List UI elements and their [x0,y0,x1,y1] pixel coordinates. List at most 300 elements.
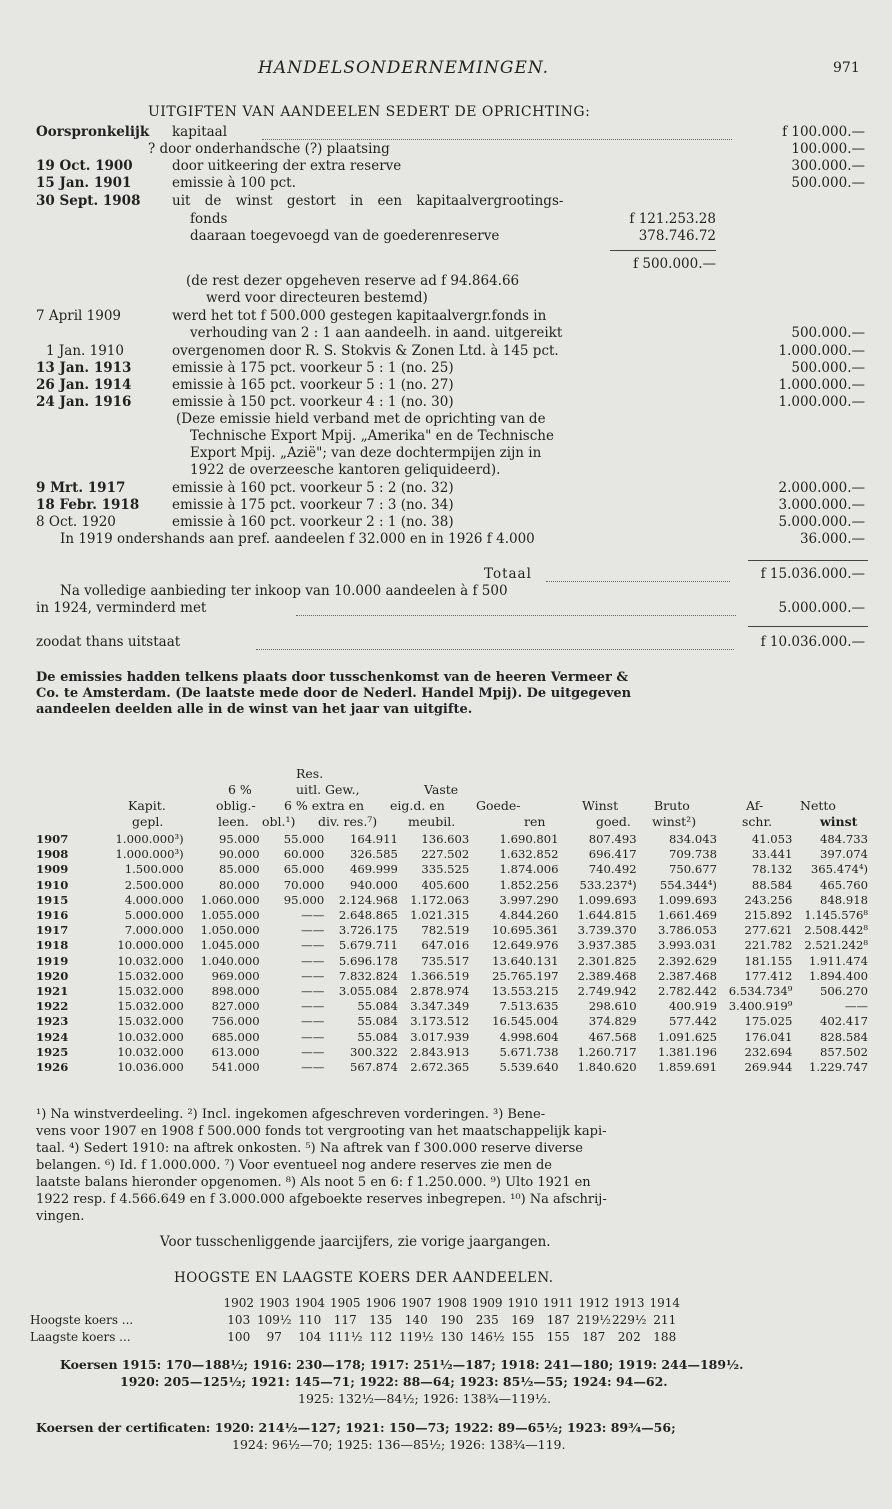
total-rule [748,626,868,627]
table-cell: 647.016 [421,938,470,953]
issue-text: emissie à 160 pct. voorkeur 2 : 1 (no. 38) [172,514,454,530]
table-cell: 88.584 [751,877,793,892]
table-cell: 269.944 [744,1060,793,1075]
issue-amount: 1.000.000.— [778,343,865,359]
issue-subamount: f 121.253.28 [629,211,716,227]
low-label: Laagste koers ... [30,1330,131,1344]
table-cell: 365.474⁴) [810,862,868,877]
year-cell: 1925 [36,1044,69,1059]
quote-cell: 135 [369,1313,393,1327]
table-cell: 1.099.693 [577,892,637,907]
year-cell: 1916 [36,908,69,923]
table-cell: 5.671.738 [499,1044,559,1059]
table-cell: 1.381.196 [657,1044,717,1059]
table-cell: 1.500.000 [124,862,184,877]
col-header: Netto [800,798,836,813]
col-header: Kapit. [128,798,166,813]
table-cell: 1.661.469 [657,908,717,923]
table-cell: 5.696.178 [338,953,398,968]
table-cell: 136.603 [421,832,470,846]
quote-cell: 130 [440,1330,464,1344]
quote-cell: 235 [475,1313,499,1327]
col-header: 6 % extra en [284,798,365,813]
col-header: div. res.⁷) [318,814,378,829]
table-cell: 15.032.000 [117,999,184,1014]
table-cell: —— [301,1060,325,1075]
table-cell: 400.919 [669,999,717,1014]
table-cell: 484.733 [820,832,868,846]
table-row [34,878,870,893]
table-cell: 300.322 [349,1044,398,1059]
emission-note: Co. te Amsterdam. (De laatste mede door de Nederl. Handel Mpij). De uitgegeven [36,686,632,701]
reduction-amount: 5.000.000.— [778,600,865,616]
table-cell: 1.021.315 [410,908,470,923]
certificate-quotes: Koersen der certificaten: 1920: 214½—127; 1921: 150—73; 1922: 89—65½; 1923: 89¾—56; [36,1420,676,1435]
table-cell: 85.000 [219,862,260,877]
quotes-table [30,1295,683,1346]
table-cell: 402.417 [820,1014,868,1029]
table-cell: 1.145.576⁸ [804,908,868,923]
leader-dots [262,139,732,140]
issue-amount: 500.000.— [791,325,865,341]
table-cell: 221.782 [744,938,793,953]
table-cell: 735.517 [421,953,470,968]
issue-text: verhouding van 2 : 1 aan aandeelh. in aand. uitgereikt [190,325,563,341]
issue-text: kapitaal [172,124,228,140]
table-cell: 469.999 [349,862,398,877]
issues-heading: UITGIFTEN VAN AANDEELEN SEDERT DE OPRICHTING: [148,104,591,120]
footnote-line: ¹) Na winstverdeeling. ²) Incl. ingekomen afgeschreven vorderingen. ³) Bene- [36,1107,546,1122]
col-header: winst²) [652,814,697,829]
table-cell: 1.859.691 [657,1060,717,1075]
quote-cell: 103 [227,1313,251,1327]
table-cell: —— [301,908,325,923]
table-cell: 176.041 [744,1029,793,1044]
table-cell: 243.256 [744,892,793,907]
quote-cell: 109½ [256,1313,292,1327]
table-cell: —— [301,984,325,999]
table-cell: 467.568 [588,1029,637,1044]
quote-cell: 169 [511,1313,535,1327]
table-row [34,1045,870,1060]
table-cell: 1.644.815 [577,908,637,923]
year-cell: 1913 [613,1296,645,1310]
high-label: Hoogste koers ... [30,1313,134,1327]
table-cell: —— [301,1044,325,1059]
table-cell: 335.525 [421,862,470,877]
issue-text: daaraan toegevoegd van de goederenreserve [190,228,500,244]
table-cell: 41.053 [751,832,793,846]
table-row [34,893,870,908]
table-row [34,999,870,1014]
footnote-line: laatste balans hieronder opgenomen. ⁸) Als noot 5 en 6: f 1.250.000. ⁹) Ulto 1921 en [36,1175,591,1190]
table-cell: 898.000 [211,984,260,999]
total-rule [748,560,868,561]
quotes-years-row [30,1295,683,1312]
table-cell: 2.672.365 [410,1060,470,1075]
table-cell: 10.000.000 [117,938,184,953]
col-header: Winst [582,798,619,813]
issue-subamount: f 500.000.— [633,256,716,272]
table-cell: 2.389.468 [577,968,637,983]
col-header: eig.d. en [390,798,445,813]
table-cell: 4.998.604 [499,1029,559,1044]
year-cell: 1918 [36,938,69,953]
running-title: HANDELSONDERNEMINGEN. [258,58,550,78]
year-cell: 1907 [400,1296,432,1310]
col-header: Bruto [654,798,690,813]
table-cell: 55.084 [357,999,398,1014]
financials-table [34,832,870,1075]
table-cell: 541.000 [211,1060,260,1075]
table-cell: 750.677 [669,862,717,877]
table-cell: 2.387.468 [657,968,717,983]
table-cell: 2.878.974 [410,984,470,999]
table-row [34,923,870,938]
issue-date: 9 Mrt. 1917 [36,480,126,496]
table-cell: 1.000.000³) [115,832,184,846]
year-cell: 1914 [649,1296,681,1310]
table-cell: 65.000 [283,862,325,877]
col-header: goed. [596,814,631,829]
table-cell: 685.000 [211,1029,260,1044]
table-cell: 857.502 [820,1044,868,1059]
table-cell: 465.760 [820,877,868,892]
table-cell: 2.648.865 [338,908,398,923]
table-cell: 10.032.000 [117,1044,184,1059]
table-cell: 1.840.620 [577,1060,637,1075]
table-cell: 782.519 [421,923,470,938]
table-cell: 55.084 [357,1029,398,1044]
table-cell: 2.500.000 [124,877,184,892]
quote-cell: 111½ [327,1330,363,1344]
table-cell: 95.000 [283,892,325,907]
issue-amount: 2.000.000.— [778,480,865,496]
issue-date: 1 Jan. 1910 [46,343,124,359]
table-cell: 10.036.000 [117,1060,184,1075]
table-cell: 3.786.053 [657,923,717,938]
issue-date: 19 Oct. 1900 [36,158,133,174]
table-cell: 834.043 [669,832,717,846]
table-cell: 10.032.000 [117,953,184,968]
quote-cell: 104 [298,1330,322,1344]
quote-cell: 117 [333,1313,357,1327]
year-cell: 1908 [436,1296,468,1310]
quote-cell: 190 [440,1313,464,1327]
quotes-high-row [30,1312,683,1329]
table-cell: 709.738 [669,847,717,862]
quote-cell: 187 [582,1330,606,1344]
leader-dots [256,649,734,650]
issue-text: uit de winst gestort in een kapitaalvergrootings- [172,193,564,209]
issue-date: 18 Febr. 1918 [36,497,140,513]
table-cell: 277.621 [744,923,793,938]
table-cell: 1.911.474 [808,953,868,968]
table-cell: 7.513.635 [499,999,559,1014]
issue-amount: f 100.000.— [782,124,865,140]
table-cell: 5.679.711 [338,938,398,953]
table-cell: 298.610 [588,999,637,1014]
quote-cell: 188 [653,1330,677,1344]
table-cell: 397.074 [820,847,868,862]
table-cell: 78.132 [751,862,793,877]
financials-body [34,832,870,1075]
col-header: winst [820,814,858,829]
table-row [34,969,870,984]
table-cell: 10.032.000 [117,1029,184,1044]
table-cell: 177.412 [744,968,793,983]
quote-cell: 100 [227,1330,251,1344]
total-amount: f 15.036.000.— [760,566,865,582]
table-cell: 55.000 [283,832,325,846]
table-cell: 1.874.006 [499,862,559,877]
col-header: uitl. Gew., [296,782,360,797]
table-cell: 25.765.197 [492,968,559,983]
table-cell: 33.441 [751,847,793,862]
year-cell: 1910 [507,1296,539,1310]
table-cell: —— [301,938,325,953]
year-cell: 1924 [36,1029,69,1044]
table-cell: —— [844,999,868,1014]
year-cell: 1905 [329,1296,361,1310]
table-cell: 15.032.000 [117,1014,184,1029]
issue-text: emissie à 160 pct. voorkeur 5 : 2 (no. 32) [172,480,454,496]
table-cell: 848.918 [820,892,868,907]
table-cell: 1.366.519 [410,968,470,983]
table-row [34,1030,870,1045]
col-header: Vaste [424,782,459,797]
table-row [34,984,870,999]
col-header: oblig.- [216,798,256,813]
table-cell: 4.000.000 [124,892,184,907]
col-header: meubil. [408,814,456,829]
issue-date: 13 Jan. 1913 [36,360,132,376]
table-cell: 10.695.361 [492,923,559,938]
quote-cell: 187 [546,1313,570,1327]
table-cell: —— [301,1014,325,1029]
table-cell: 1.260.717 [577,1044,637,1059]
quote-cell: 219½ [576,1313,612,1327]
intermediate-note: Voor tusschenliggende jaarcijfers, zie vorige jaargangen. [160,1234,551,1250]
table-cell: 4.844.260 [499,908,559,923]
table-cell: 940.000 [349,877,398,892]
year-cell: 1908 [36,847,69,862]
reduction-text: Na volledige aanbieding ter inkoop van 10.000 aandeelen à f 500 [60,583,508,599]
table-cell: 1.091.625 [657,1029,717,1044]
quotes-low-row [30,1329,683,1346]
issue-text: In 1919 ondershands aan pref. aandeelen f 32.000 en in 1926 f 4.000 [60,531,535,547]
issue-text: emissie à 150 pct. voorkeur 4 : 1 (no. 30) [172,394,454,410]
table-cell: 3.400.919⁹ [728,999,793,1014]
table-cell: 1.690.801 [499,832,559,846]
issue-amount: 3.000.000.— [778,497,865,513]
col-header: Res. [296,766,324,781]
year-cell: 1926 [36,1060,69,1075]
table-cell: 2.843.913 [410,1044,470,1059]
table-cell: 3.055.084 [338,984,398,999]
quote-cell: 211 [653,1313,677,1327]
year-cell: 1907 [36,832,69,846]
remaining-label: zoodat thans uitstaat [36,634,181,650]
table-cell: 2.392.629 [657,953,717,968]
table-cell: —— [301,953,325,968]
table-cell: 7.000.000 [124,923,184,938]
footnote-line: taal. ⁴) Sedert 1910: na aftrek onkosten. ⁵) Na aftrek van f 300.000 reserve diverse [36,1141,583,1156]
table-cell: 1.060.000 [200,892,260,907]
quote-cell: 155 [511,1330,535,1344]
table-cell: 827.000 [211,999,260,1014]
issue-date: 30 Sept. 1908 [36,193,141,209]
col-header: obl.¹) [262,814,296,829]
year-cell: 1915 [36,892,69,907]
table-cell: 1.894.400 [808,968,868,983]
table-cell: 7.832.824 [338,968,398,983]
table-cell: 60.000 [283,847,325,862]
footnote-line: belangen. ⁶) Id. f 1.000.000. ⁷) Voor eventueel nog andere reserves zie men de [36,1158,552,1173]
table-row [34,1060,870,1075]
table-row [34,832,870,847]
table-cell: 15.032.000 [117,968,184,983]
table-cell: 164.911 [349,832,398,846]
issue-text: emissie à 100 pct. [172,175,296,191]
table-cell: 5.539.640 [499,1060,559,1075]
issue-text: overgenomen door R. S. Stokvis & Zonen Ltd. à 145 pct. [172,343,559,359]
table-cell: 2.782.442 [657,984,717,999]
table-cell: 1.229.747 [808,1060,868,1075]
table-cell: —— [301,923,325,938]
table-cell: 1.632.852 [499,847,559,862]
table-cell: 506.270 [820,984,868,999]
quote-cell: 97 [266,1330,282,1344]
table-cell: 2.749.942 [577,984,637,999]
issue-amount: 500.000.— [791,175,865,191]
issue-amount: 1.000.000.— [778,377,865,393]
table-cell: 15.032.000 [117,984,184,999]
table-cell: 828.584 [820,1029,868,1044]
issue-date: 7 April 1909 [36,308,122,324]
quote-cell: 112 [369,1330,393,1344]
year-cell: 1912 [578,1296,610,1310]
table-cell: 554.344⁴) [659,877,717,892]
issue-date: 8 Oct. 1920 [36,514,116,530]
issue-date: 26 Jan. 1914 [36,377,132,393]
issue-text: door uitkeering der extra reserve [172,158,402,174]
issue-text: emissie à 165 pct. voorkeur 5 : 1 (no. 27) [172,377,454,393]
table-cell: —— [301,999,325,1014]
year-cell: 1911 [542,1296,574,1310]
col-header: leen. [218,814,249,829]
table-row [34,908,870,923]
table-cell: 969.000 [211,968,260,983]
year-cell: 1910 [36,877,69,892]
issue-amount: 300.000.— [791,158,865,174]
total-label: Totaal [484,566,532,582]
table-cell: 16.545.004 [492,1014,559,1029]
col-header: ren [524,814,546,829]
col-header: 6 % [228,782,252,797]
quote-cell: 110 [298,1313,322,1327]
table-cell: 95.000 [219,832,260,846]
table-cell: 3.017.939 [410,1029,470,1044]
quote-cell: 202 [617,1330,641,1344]
footnote-line: vingen. [36,1209,85,1224]
table-cell: 374.829 [588,1014,637,1029]
table-cell: 756.000 [211,1014,260,1029]
issue-text: emissie à 175 pct. voorkeur 7 : 3 (no. 34) [172,497,454,513]
table-cell: 13.553.215 [492,984,559,999]
table-row [34,862,870,877]
year-cell: 1919 [36,953,69,968]
table-cell: 232.694 [744,1044,793,1059]
issue-text: Export Mpij. „Azië"; van deze dochtermpijen zijn in [190,445,542,461]
issue-text: emissie à 175 pct. voorkeur 5 : 1 (no. 25) [172,360,454,376]
year-cell: 1923 [36,1014,69,1029]
footnote-line: 1922 resp. f 4.566.649 en f 3.000.000 afgeboekte reserves inbegrepen. ¹⁰) Na afschrij- [36,1192,607,1207]
quotes-heading: HOOGSTE EN LAAGSTE KOERS DER AANDEELEN. [174,1270,554,1286]
year-cell: 1909 [36,862,69,877]
year-cell: 1917 [36,923,69,938]
table-cell: —— [301,968,325,983]
table-cell: 326.585 [349,847,398,862]
emission-note: aandeelen deelden alle in de winst van het jaar van uitgifte. [36,702,473,717]
table-cell: 577.442 [669,1014,717,1029]
year-cell: 1902 [223,1296,255,1310]
issue-amount: 100.000.— [791,141,865,157]
leader-dots [296,615,736,616]
col-header: Goede- [476,798,521,813]
table-cell: 3.937.385 [577,938,637,953]
table-cell: 3.726.175 [338,923,398,938]
issue-date: 24 Jan. 1916 [36,394,132,410]
table-cell: 3.997.290 [499,892,559,907]
table-cell: 2.521.242⁸ [804,938,868,953]
table-cell: 1.852.256 [499,877,559,892]
table-cell: 533.237⁴) [579,877,637,892]
table-cell: 3.173.512 [410,1014,470,1029]
later-quotes: 1925: 132½—84½; 1926: 138¾—119½. [298,1391,552,1406]
table-cell: 613.000 [211,1044,260,1059]
table-cell: 3.347.349 [410,999,470,1014]
table-cell: 12.649.976 [492,938,559,953]
sum-rule [610,250,716,251]
year-cell: 1909 [471,1296,503,1310]
quote-cell: 119½ [398,1330,434,1344]
issue-date: Oorspronkelijk [36,124,150,140]
quote-cell: 146½ [469,1330,505,1344]
table-cell: 567.874 [349,1060,398,1075]
issue-amount: 36.000.— [799,531,865,547]
issue-subamount: 378.746.72 [638,228,716,244]
table-cell: 55.084 [357,1014,398,1029]
table-cell: 2.301.825 [577,953,637,968]
table-cell: 807.493 [588,832,637,846]
table-row [34,938,870,953]
later-quotes: 1920: 205—125½; 1921: 145—71; 1922: 88—64; 1923: 85½—55; 1924: 94—62. [120,1374,668,1389]
year-cell: 1922 [36,999,69,1014]
year-cell: 1906 [365,1296,397,1310]
year-cell: 1920 [36,968,69,983]
table-cell: 5.000.000 [124,908,184,923]
issue-amount: 1.000.000.— [778,394,865,410]
issue-amount: 5.000.000.— [778,514,865,530]
issue-text: werd het tot f 500.000 gestegen kapitaalvergr.fonds in [172,308,547,324]
issue-text: ? door onderhandsche (?) plaatsing [148,141,390,157]
table-cell: 227.502 [421,847,470,862]
footnote-line: vens voor 1907 en 1908 f 500.000 fonds tot vergrooting van het maatschappelijk kapi- [36,1124,607,1139]
table-cell: 70.000 [283,877,325,892]
page-number: 971 [833,60,860,76]
issue-text: (de rest dezer opgeheven reserve ad f 94.864.66 [186,273,520,289]
